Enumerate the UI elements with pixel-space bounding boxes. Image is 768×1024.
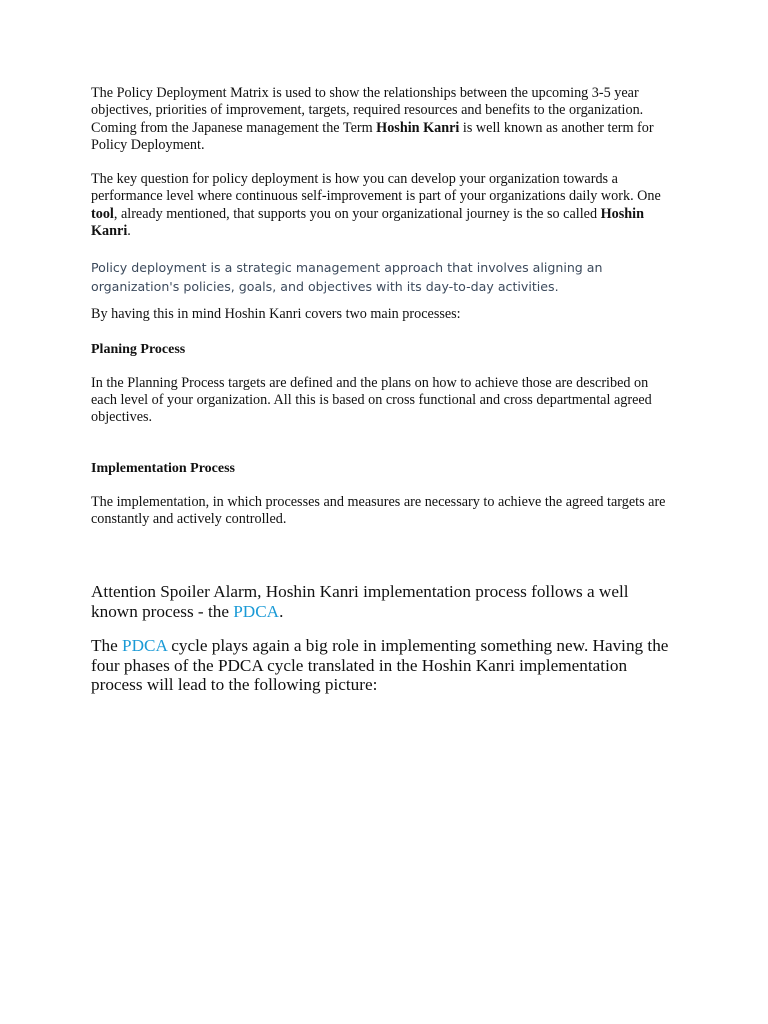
intro-text-a: The Policy Deployment Matrix is used to show the relationships between the upcoming 3-5 year objectives, priorities of improvement, targets, required resources and benefits to the organization. Coming from the Japanese management the Term xyxy=(91,85,644,136)
key-question-text-b: , already mentioned, that supports you on your organizational journey is the so called xyxy=(113,205,601,222)
planning-process-paragraph: In the Planning Process targets are defined and the plans on how to achieve those are described on each level of your organization. All this is based on cross functional and cross departmental agreed objectives. xyxy=(91,374,652,426)
spoiler-paragraph xyxy=(91,582,676,621)
key-question-bold-tool: tool xyxy=(91,205,114,222)
key-question-text-a: The key question for policy deployment is how you can develop your organization towards a performance level where continuous self-improvement is part of your organizations daily work. One xyxy=(91,171,661,205)
key-question-text-c: . xyxy=(127,223,131,240)
two-processes-paragraph: By having this in mind Hoshin Kanri covers two main processes: xyxy=(91,306,461,323)
intro-bold-hoshin-kanri: Hoshin Kanri xyxy=(376,119,460,136)
pdca-cycle-paragraph xyxy=(91,636,676,695)
spoiler-text-b: . xyxy=(279,601,284,621)
key-question-bold-hoshin-kanri: Hoshin Kanri xyxy=(91,205,644,240)
planning-process-heading: Planing Process xyxy=(91,341,186,357)
key-question-paragraph xyxy=(91,171,676,240)
intro-paragraph xyxy=(91,85,676,154)
pdca-cycle-text-a: The xyxy=(91,636,123,656)
implementation-process-paragraph: The implementation, in which processes and measures are necessary to achieve the agreed targets are constantly and actively controlled. xyxy=(91,493,666,527)
pdca-cycle-text-b: cycle plays again a big role in implementing something new. Having the four phases of the PDCA cycle translated in the Hoshin Kanri implementation process will lead to the following picture: xyxy=(91,636,669,695)
implementation-process-heading: Implementation Process xyxy=(91,460,235,476)
intro-text-b: is well known as another term for Policy Deployment. xyxy=(91,119,654,153)
pdca-link[interactable]: PDCA xyxy=(233,601,280,621)
pdca-cycle-link[interactable]: PDCA xyxy=(122,636,167,656)
document-page xyxy=(91,85,676,695)
definition-callout: Policy deployment is a strategic management approach that involves aligning an organization's policies, goals, and objectives with its day-to-day activities. xyxy=(91,260,603,294)
spoiler-text-a: Attention Spoiler Alarm, Hoshin Kanri implementation process follows a well known process - the xyxy=(91,582,629,621)
